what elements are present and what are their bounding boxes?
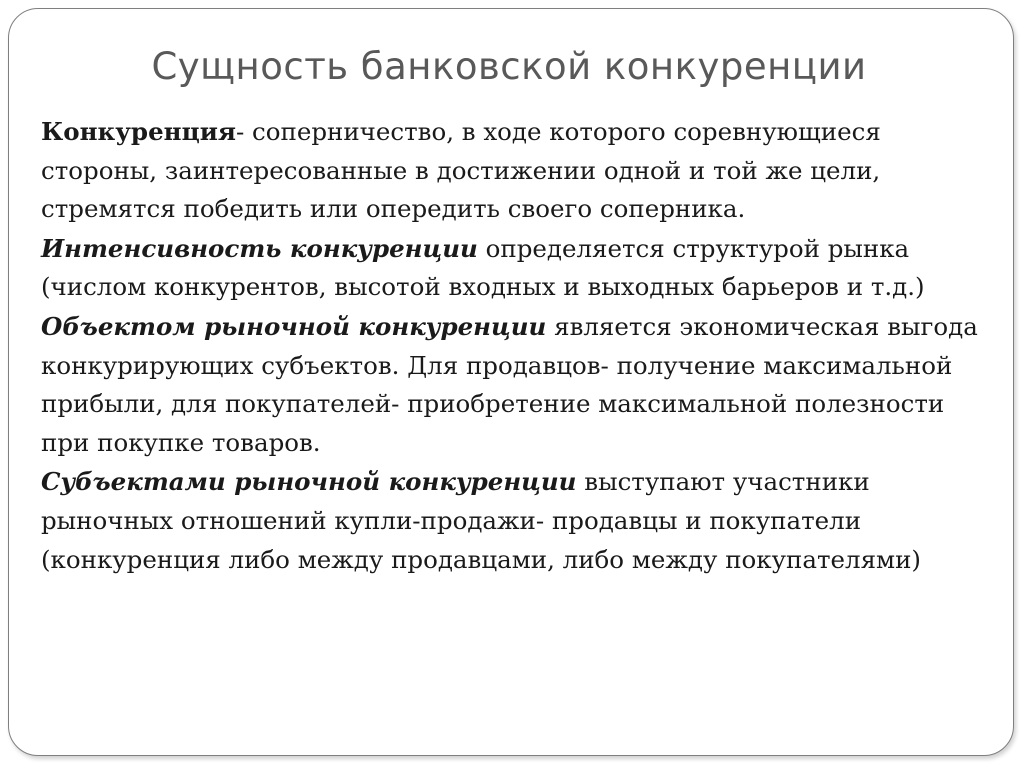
term-object: Объектом рыночной конкуренции bbox=[41, 311, 547, 341]
paragraph-subjects bbox=[41, 463, 991, 579]
paragraph-intensity bbox=[41, 230, 991, 307]
definition-subjects: выступают участники рыночных отношений купли-продажи- продавцы и покупатели (конкуренция либо между продавцами, либо между покупателями) bbox=[41, 467, 921, 574]
term-subjects: Субъектами рыночной конкуренции bbox=[41, 467, 577, 497]
definition-competition: - соперничество, в ходе которого соревнующиеся стороны, заинтересованные в достижении одной и той же цели, стремятся победить или опередить своего соперника. bbox=[41, 117, 881, 224]
slide-body bbox=[41, 113, 991, 580]
slide-title: Сущность банковской конкуренции bbox=[151, 45, 867, 88]
paragraph-object bbox=[41, 308, 991, 462]
paragraph-competition bbox=[41, 113, 991, 229]
definition-object: является экономическая выгода конкурирующих субъектов. Для продавцов- получение максимальной прибыли, для покупателей- приобретение максимальной полезности при покупке товаров. bbox=[41, 311, 978, 457]
definition-intensity: определяется структурой рынка (числом конкурентов, высотой входных и выходных барьеров и т.д.) bbox=[41, 233, 925, 302]
term-competition: Конкуренция bbox=[41, 117, 236, 146]
term-intensity: Интенсивность конкуренции bbox=[41, 233, 478, 263]
slide-frame bbox=[8, 8, 1014, 756]
